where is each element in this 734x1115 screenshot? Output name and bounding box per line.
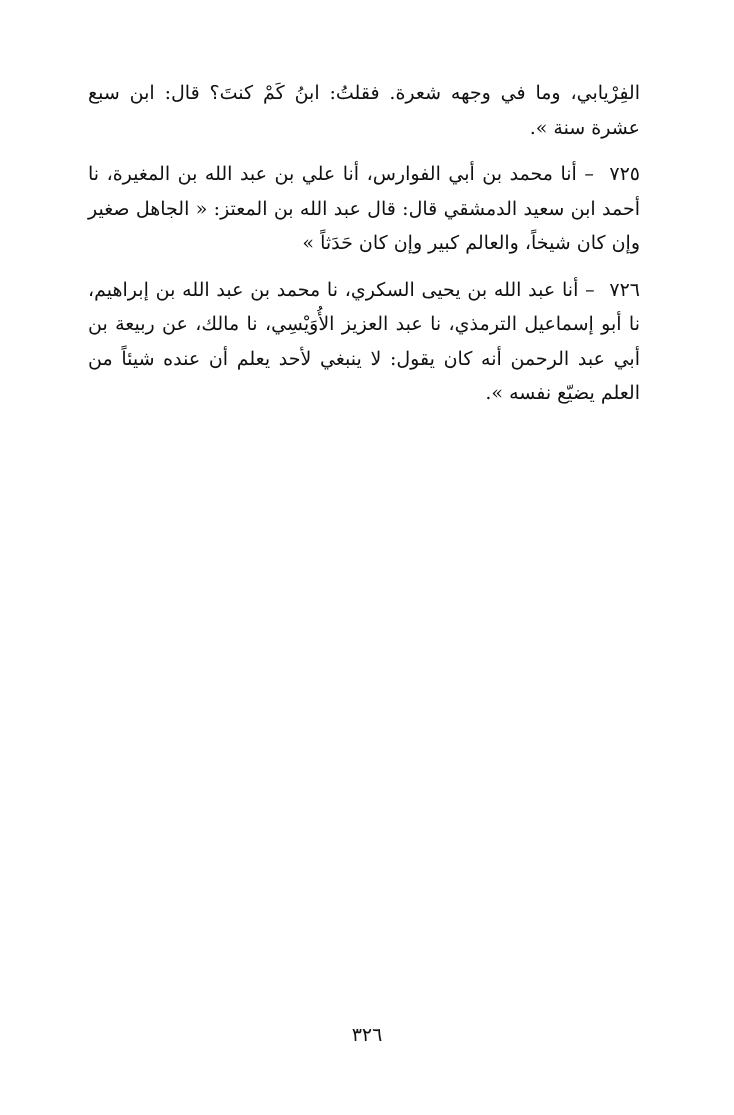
hadith-number: ٧٢٦ bbox=[609, 278, 640, 301]
paragraph-text: الفِرْيابي، وما في وجهه شعرة. فقلتُ: ابنُ كَمْ كنتَ؟ قال: ابن سبع عشرة سنة ». bbox=[88, 82, 640, 139]
paragraph-text: – أنا محمد بن أبي الفوارس، أنا علي بن عبد الله بن المغيرة، نا أحمد ابن سعيد الدمشقي قال: قال عبد الله بن المعتز: « الجاهل صغير وإن كان شيخاً، والعالم كبير وإن كان حَدَثاً » bbox=[88, 163, 640, 254]
paragraph-726 bbox=[88, 273, 640, 411]
hadith-number: ٧٢٥ bbox=[609, 163, 640, 185]
paragraph-continuation bbox=[88, 76, 640, 145]
page-number: ٣٢٦ bbox=[351, 1024, 383, 1046]
paragraph-725 bbox=[88, 157, 640, 261]
main-text bbox=[88, 76, 640, 411]
paragraph-text: – أنا عبد الله بن يحيى السكري، نا محمد بن عبد الله بن إبراهيم، نا أبو إسماعيل الترمذي، نا عبد العزيز الأُوَيْسِي، نا مالك، عن ربيعة بن أبي عبد الرحمن أنه كان يقول: لا ينبغي لأحد يعلم أن عنده شيئاً من العلم يضيّع نفسه ». bbox=[88, 278, 640, 404]
